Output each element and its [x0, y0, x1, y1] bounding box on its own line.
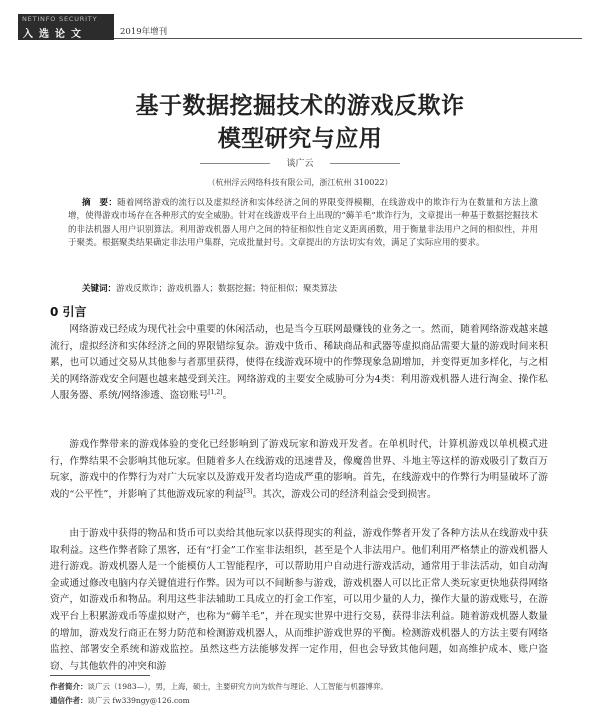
keywords-text: 游戏反欺诈；游戏机器人；数据挖掘；特征相似；聚类算法 [116, 284, 338, 294]
footnote-rule [50, 675, 150, 676]
contact-note [50, 695, 548, 706]
paper-title-line-1: 基于数据挖掘技术的游戏反欺诈 [135, 93, 465, 119]
abstract-text: 随着网络游戏的流行以及虚拟经济和实体经济之间的界限变得模糊，在线游戏中的欺诈行为在数量和方法上激增，使得游戏市场存在各种形式的安全威胁。针对在线游戏平台上出现的“薅羊毛”欺诈行为，文章提出一种基于数据挖掘技术的非法机器人用户识别算法。利用游戏机器人用户之间的特征相似性自定义距离函数，用于衡量非法用户之间的相似性，并用于聚类。根据聚类结果确定非法用户集群，完成批量封号。文章提出的方法切实有效，满足了实际应用的要求。 [68, 198, 538, 248]
paragraph-2 [50, 437, 548, 503]
author-name: 谈广云 [286, 159, 314, 169]
issue-label: 2019年增刊 [120, 27, 168, 37]
paragraph-1-text: 网络游戏已经成为现代社会中重要的休闲活动，也是当今互联网最赚钱的业务之一。然而，随着网络游戏越来越流行，虚拟经济和实体经济之间的界限错综复杂。游戏中货币、稀缺商品和武器等虚拟商品需要大量的游戏时间来积累，也可以通过交易从其他参与者那里获得，使得在线游戏环境中的作弊现象急剧增加，并变得更加多样化，与之相关的网络游戏安全问题也越来越受到关注。网络游戏的主要安全威胁可分为4类：利用游戏机器人进行淘金、操作私人服务器、系统/网络渗透、盗窃账号 [50, 324, 548, 402]
abstract-label: 摘 要： [82, 198, 118, 208]
journal-brand: NETINFO SECURITY [22, 15, 98, 23]
paragraph-2-text-a: 游戏作弊带来的游戏体验的变化已经影响到了游戏玩家和游戏开发者。在单机时代，计算机游戏以单机模式进行，作弊结果不会影响其他玩家。但随着多人在线游戏的迅速普及，像魔兽世界、斗地主等这样的游戏吸引了数百万玩家，游戏中的作弊行为对广大玩家以及游戏开发者均造成严重的影响。首先，在线游戏中的作弊行为明显破坏了游戏的“公平性”，并影响了其他游戏玩家的利益 [50, 439, 548, 500]
bio-label: 作者简介： [50, 682, 88, 691]
author-bio [50, 681, 548, 692]
contact-label: 通信作者： [50, 696, 88, 705]
bio-text: 谈广云（1983—），男，上海，硕士，主要研究方向为软件与理论、人工智能与机器博弈。 [87, 682, 388, 691]
running-header [18, 14, 582, 40]
paragraph-3-text: 由于游戏中获得的物品和货币可以卖给其他玩家以获得现实的利益，游戏作弊者开发了各种方法从在线游戏中获取利益。这些作弊者除了黑客，还有“打金”工作室非法组织，甚至是个人非法用户。他们利用严格禁止的游戏机器人进行游戏。游戏机器人是一个能模仿人工智能程序，可以帮助用户自动进行游戏活动，通常用于非法活动，如自动淘金或通过修改电脑内存关键值进行作弊。因为可以不间断参与游戏，游戏机器人可以比正常人类玩家更快地获得网络资产，如游戏币和物品。利用这些非法辅助工具成立的打金工作室，可以用少量的人力，操作大量的游戏账号，在游戏平台上积累游戏币等虚拟财产，也称为“薅羊毛”，并在现实世界中进行交易，获得非法利益。随着游戏机器人数量的增加，游戏发行商正在努力防范和检测游戏机器人，从而维护游戏世界的平衡。检测游戏机器人的方法主要有网络监控、部署安全系统和游戏监控。虽然这些方法能够发挥一定作用，但也会导致其他问题，如高维护成本、账户盗窃、与其他软件的冲突和游 [50, 528, 548, 672]
paragraph-1 [50, 322, 548, 405]
paragraph-2-text-b: 。其次，游戏公司的经济利益会受到损害。 [252, 488, 437, 500]
paragraph-3 [50, 526, 548, 675]
paragraph-1-end: 。 [222, 390, 233, 402]
citation-ref[interactable]: [3] [243, 487, 253, 495]
section-tab [18, 14, 114, 40]
section-label: 入选论文 [23, 29, 87, 40]
header-rule [114, 38, 582, 39]
paper-title-line-2: 模型研究与应用 [217, 126, 383, 152]
affiliation: （杭州浮云网络科技有限公司，浙江杭州 310022） [207, 178, 393, 187]
author-row [200, 156, 400, 170]
section-heading: 0 引言 [50, 305, 87, 319]
citation-ref[interactable]: [1,2] [208, 389, 223, 397]
author-rule-right [330, 163, 400, 164]
contact-text[interactable]: 谈广云 fw339ngy@126.com [87, 696, 190, 705]
abstract [68, 197, 538, 250]
keywords [68, 283, 538, 296]
keywords-label: 关键词： [82, 284, 117, 294]
